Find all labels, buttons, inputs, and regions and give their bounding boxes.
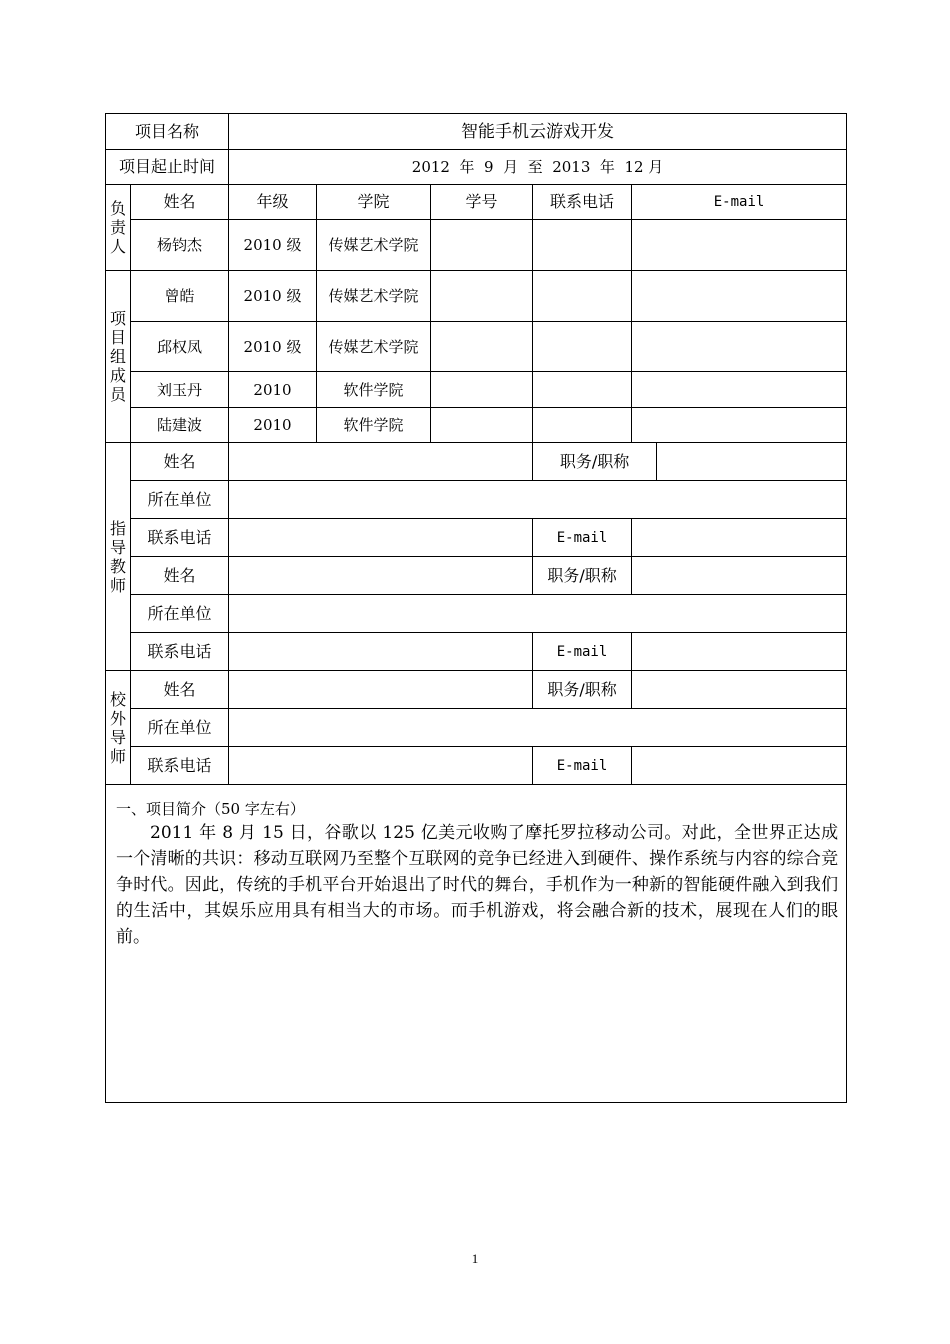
external-title-label: 职务/职称	[533, 671, 632, 709]
table-row	[106, 271, 847, 322]
advisor1-email-label: E-mail	[533, 519, 632, 557]
advisor1-title-value	[657, 443, 847, 481]
external-name-value	[229, 671, 533, 709]
member-grade: 2010	[229, 408, 317, 443]
col-header-name: 姓名	[131, 185, 229, 220]
project-period-value: 2012 年 9 月 至 2013 年 12 月	[229, 150, 847, 185]
project-intro-section	[106, 785, 847, 1103]
col-header-grade: 年级	[229, 185, 317, 220]
external-unit-value	[229, 709, 847, 747]
member-college: 软件学院	[317, 372, 431, 408]
external-email-label: E-mail	[533, 747, 632, 785]
advisor1-email-value	[632, 519, 847, 557]
external-advisor-section-label: 校 外 导 师	[106, 671, 131, 785]
member-college: 传媒艺术学院	[317, 322, 431, 372]
table-row	[106, 322, 847, 372]
external-phone-label: 联系电话	[131, 747, 229, 785]
advisor1-name-label: 姓名	[131, 443, 229, 481]
leader-section-label: 负 责 人	[106, 185, 131, 271]
member-student-id	[431, 271, 533, 322]
col-header-student-id: 学号	[431, 185, 533, 220]
advisor2-email-value	[632, 633, 847, 671]
member-name: 陆建波	[131, 408, 229, 443]
col-header-college: 学院	[317, 185, 431, 220]
member-email	[632, 408, 847, 443]
advisor1-unit-value	[229, 481, 847, 519]
advisor2-email-label: E-mail	[533, 633, 632, 671]
advisors-section-label: 指 导 教 师	[106, 443, 131, 671]
col-header-email: E-mail	[632, 185, 847, 220]
table-row	[106, 408, 847, 443]
project-application-form	[105, 113, 847, 1103]
col-header-phone: 联系电话	[533, 185, 632, 220]
page-number: 1	[471, 1251, 479, 1266]
member-phone	[533, 271, 632, 322]
member-student-id	[431, 372, 533, 408]
advisor2-unit-label: 所在单位	[131, 595, 229, 633]
leader-college: 传媒艺术学院	[317, 220, 431, 271]
member-student-id	[431, 408, 533, 443]
advisor2-title-value	[632, 557, 847, 595]
leader-phone	[533, 220, 632, 271]
advisor1-phone-value	[229, 519, 533, 557]
project-name-value: 智能手机云游戏开发	[229, 114, 847, 150]
project-intro-body: 2011 年 8 月 15 日，谷歌以 125 亿美元收购了摩托罗拉移动公司。对此，全世界正达成一个清晰的共识：移动互联网乃至整个互联网的竞争已经进入到硬件、操作系统与内容的综合竞争时代。因此，传统的手机平台开始退出了时代的舞台，手机作为一种新的智能硬件融入到我们的生活中，其娱乐应用具有相当大的市场。而手机游戏，将会融合新的技术，展现在人们的眼前。	[116, 823, 839, 947]
advisor1-phone-label: 联系电话	[131, 519, 229, 557]
advisor1-title-label: 职务/职称	[533, 443, 657, 481]
advisor2-title-label: 职务/职称	[533, 557, 632, 595]
advisor2-phone-value	[229, 633, 533, 671]
advisor2-phone-label: 联系电话	[131, 633, 229, 671]
project-intro-heading: 一、项目简介（50 字左右）	[116, 800, 305, 818]
table-row	[106, 220, 847, 271]
leader-name: 杨钧杰	[131, 220, 229, 271]
external-name-label: 姓名	[131, 671, 229, 709]
table-row	[106, 372, 847, 408]
member-email	[632, 271, 847, 322]
external-title-value	[632, 671, 847, 709]
project-period-label: 项目起止时间	[106, 150, 229, 185]
advisor2-unit-value	[229, 595, 847, 633]
member-grade: 2010	[229, 372, 317, 408]
leader-email	[632, 220, 847, 271]
advisor2-name-value	[229, 557, 533, 595]
member-college: 软件学院	[317, 408, 431, 443]
external-unit-label: 所在单位	[131, 709, 229, 747]
member-college: 传媒艺术学院	[317, 271, 431, 322]
advisor1-unit-label: 所在单位	[131, 481, 229, 519]
member-name: 曾皓	[131, 271, 229, 322]
project-name-label: 项目名称	[106, 114, 229, 150]
member-phone	[533, 372, 632, 408]
external-email-value	[632, 747, 847, 785]
member-student-id	[431, 322, 533, 372]
member-grade: 2010 级	[229, 271, 317, 322]
member-grade: 2010 级	[229, 322, 317, 372]
external-phone-value	[229, 747, 533, 785]
member-email	[632, 322, 847, 372]
member-name: 刘玉丹	[131, 372, 229, 408]
member-name: 邱权凤	[131, 322, 229, 372]
leader-grade: 2010 级	[229, 220, 317, 271]
member-phone	[533, 408, 632, 443]
member-email	[632, 372, 847, 408]
members-section-label: 项 目 组 成 员	[106, 271, 131, 443]
advisor1-name-value	[229, 443, 533, 481]
member-phone	[533, 322, 632, 372]
leader-student-id	[431, 220, 533, 271]
advisor2-name-label: 姓名	[131, 557, 229, 595]
